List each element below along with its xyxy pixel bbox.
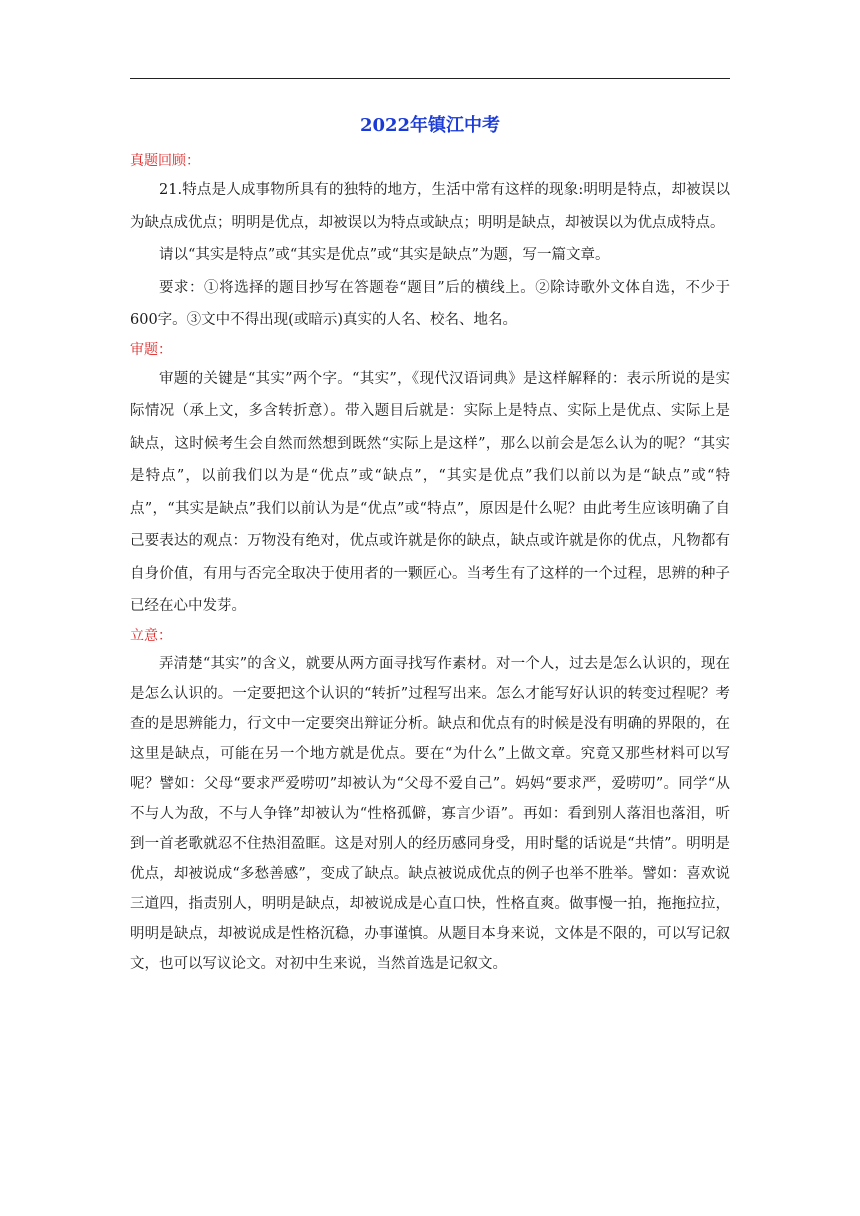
analysis-paragraph: 审题的关键是“其实”两个字。“其实”，《现代汉语词典》是这样解释的：表示所说的是实际情况（承上文，多含转折意）。带入题目后就是：实际上是特点、实际上是优点、实际上是缺点，这时候考生会自然而然想到既然“实际上是这样”，那么以前会是怎么认为的呢？“其实是特点”，以前我们以为是“优点”或“缺点”，“其实是优点”我们以前以为是“缺点”或“特点”，“其实是缺点”我们以前认为是“优点”或“特点”，原因是什么呢？由此考生应该明确了自己要表达的观点：万物没有绝对，优点或许就是你的缺点，缺点或许就是你的优点，凡物都有自身价值，有用与否完全取决于使用者的一颗匠心。当考生有了这样的一个过程，思辨的种子已经在心中发芽。 xyxy=(130,370,730,614)
header-rule xyxy=(130,78,730,79)
requirements-paragraph: 要求：①将选择的题目抄写在答题卷“题目”后的横线上。②除诗歌外文体自选，不少于600字。③文中不得出现(或暗示)真实的人名、校名、地名。 xyxy=(130,279,730,328)
section-intent xyxy=(130,623,730,979)
document-title: 2022年镇江中考 xyxy=(359,115,501,136)
section-heading-analysis: 审题： xyxy=(130,341,172,358)
prompt-paragraph: 21.特点是人成事物所具有的独特的地方，生活中常有这样的现象:明明是特点，却被误以为缺点成优点；明明是优点，却被误以为特点或缺点；明明是缺点，却被误以为优点成特点。 xyxy=(130,182,730,231)
section-review xyxy=(130,148,730,337)
document-body xyxy=(130,108,730,979)
intent-paragraph: 弄清楚“其实”的含义，就要从两方面寻找写作素材。对一个人，过去是怎么认识的，现在是怎么认识的。一定要把这个认识的“转折”过程写出来。怎么才能写好认识的转变过程呢？考查的是思辨能力，行文中一定要突出辩证分析。缺点和优点有的时候是没有明确的界限的，在这里是缺点，可能在另一个地方就是优点。要在“为什么”上做文章。究竟又那些材料可以写呢？譬如：父母“要求严爱唠叨”却被认为“父母不爱自己”。妈妈“要求严，爱唠叨”。同学“从不与人为敌，不与人争锋”却被认为“性格孤僻，寡言少语”。再如：看到别人落泪也落泪，听到一首老歌就忍不住热泪盈眶。这是对别人的经历感同身受，用时髦的话说是“共情”。明明是优点，却被说成“多愁善感”，变成了缺点。缺点被说成优点的例子也举不胜举。譬如：喜欢说三道四，指责别人，明明是缺点，却被说成是心直口快，性格直爽。做事慢一拍，拖拖拉拉，明明是缺点，却被说成是性格沉稳，办事谨慎。从题目本身来说，文体是不限的，可以写记叙文，也可以写议论文。对初中生来说，当然首选是记叙文。 xyxy=(130,655,730,972)
section-heading-intent: 立意： xyxy=(130,627,172,644)
section-analysis xyxy=(130,337,730,623)
task-paragraph: 请以“其实是特点”或“其实是优点”或“其实是缺点”为题，写一篇文章。 xyxy=(159,247,610,263)
section-heading-review: 真题回顾： xyxy=(130,153,200,169)
